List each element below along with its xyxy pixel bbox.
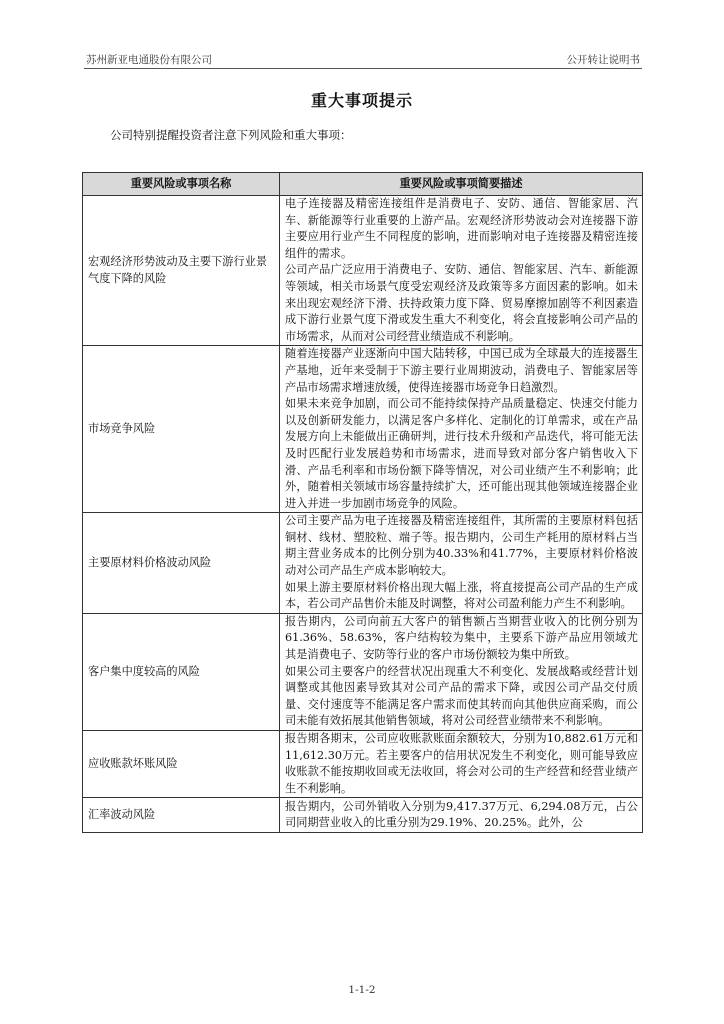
risk-name: 市场竞争风险 [83, 346, 280, 513]
table-row [83, 196, 643, 346]
risk-description-paragraph: 报告期内，公司向前五大客户的销售额占当期营业收入的比例分别为61.36%、58.63%，客户结构较为集中，主要系下游产品应用领域尤其是消费电子、安防等行业的客户市场份额较为集中所致。 [285, 614, 638, 662]
risk-description-paragraph: 公司产品广泛应用于消费电子、安防、通信、智能家居、汽车、新能源等领域，相关市场景气度受宏观经济及政策等多方面因素的影响。如未来出现宏观经济下滑、扶持政策力度下降、贸易摩擦加剧等不利因素造成下游行业景气度下滑或发生重大不利变化，将会直接影响公司产品的市场需求，从而对公司经营业绩造成不利影响。 [285, 263, 638, 343]
risk-name: 客户集中度较高的风险 [83, 613, 280, 730]
risk-description-paragraph: 如果公司主要客户的经营状况出现重大不利变化、发展战略或经营计划调整或其他因素导致其对公司产品的需求下降，或因公司产品交付质量、交付速度等不能满足客户需求而使其转而向其他供应商采购，而公司未能有效拓展其他销售领域，将对公司经营业绩带来不利影响。 [285, 664, 638, 728]
risk-description [280, 798, 643, 833]
table-row [83, 513, 643, 614]
risk-description-paragraph: 如果上游主要原材料价格出现大幅上涨，将直接提高公司产品的生产成本，若公司产品售价未能及时调整，将对公司盈利能力产生不利影响。 [285, 580, 638, 611]
page-title: 重大事项提示 [310, 91, 413, 110]
risk-description [280, 731, 643, 798]
risk-description-paragraph: 电子连接器及精密连接组件是消费电子、安防、通信、智能家居、汽车、新能源等行业重要的上游产品。宏观经济形势波动会对连接器下游主要应用行业产生不同程度的影响，进而影响对电子连接器及精密连接组件的需求。 [285, 197, 638, 260]
intro-text: 公司特别提醒投资者注意下列风险和重大事项： [110, 128, 352, 142]
column-header-risk-name: 重要风险或事项名称 [83, 173, 280, 196]
risk-description-paragraph: 报告期各期末，公司应收账款账面余额较大，分别为10,882.61万元和11,612.30万元。若主要客户的信用状况发生不利变化，则可能导致应收账款不能按期收回或无法收回，将会对公司的生产经营和经营业绩产生不利影响。 [285, 732, 638, 795]
risk-name: 汇率波动风险 [83, 798, 280, 833]
risk-description [280, 196, 643, 346]
page-number: 1-1-2 [348, 984, 376, 996]
risk-table-header-row [83, 173, 643, 196]
table-row [83, 613, 643, 730]
risk-name: 主要原材料价格波动风险 [83, 513, 280, 614]
risk-description [280, 613, 643, 730]
risk-description [280, 346, 643, 513]
risk-name: 宏观经济形势波动及主要下游行业景气度下降的风险 [83, 196, 280, 346]
table-row [83, 798, 643, 833]
risk-description-paragraph: 报告期内，公司外销收入分别为9,417.37万元、6,294.08万元，占公司同期营业收入的比重分别为29.19%、20.25%。此外，公 [285, 799, 638, 830]
risk-table [82, 172, 643, 833]
column-header-risk-description: 重要风险或事项简要描述 [280, 173, 643, 196]
table-row [83, 346, 643, 513]
risk-description-paragraph: 随着连接器产业逐渐向中国大陆转移，中国已成为全球最大的连接器生产基地，近年来受制于下游主要行业周期波动，消费电子、智能家居等产品市场需求增速放缓，使得连接器市场竞争日趋激烈。 [285, 347, 638, 394]
table-row [83, 731, 643, 798]
risk-description-paragraph: 公司主要产品为电子连接器及精密连接组件，其所需的主要原材料包括铜材、线材、塑胶粒、端子等。报告期内，公司生产耗用的原材料占当期主营业务成本的比例分别为40.33%和41.77%，主要原材料价格波动对公司产品生产成本影响较大。 [285, 514, 638, 578]
risk-name: 应收账款坏账风险 [83, 731, 280, 798]
risk-description-paragraph: 如果未来竞争加剧，而公司不能持续保持产品质量稳定、快速交付能力以及创新研发能力，以满足客户多样化、定制化的订单需求，或在产品发展方向上未能做出正确研判，进行技术升级和产品迭代，将可能无法及时匹配行业发展趋势和市场需求，进而导致对部分客户销售收入下滑、产品毛利率和市场份额下降等情况，对公司业绩产生不利影响；此外，随着相关领域市场容量持续扩大，还可能出现其他领域连接器企业进入并进一步加剧市场竞争的风险。 [285, 397, 638, 510]
header-company-name: 苏州新亚电通股份有限公司 [86, 54, 212, 66]
risk-description [280, 513, 643, 614]
page-header [84, 50, 642, 69]
header-document-type: 公开转让说明书 [566, 54, 640, 66]
